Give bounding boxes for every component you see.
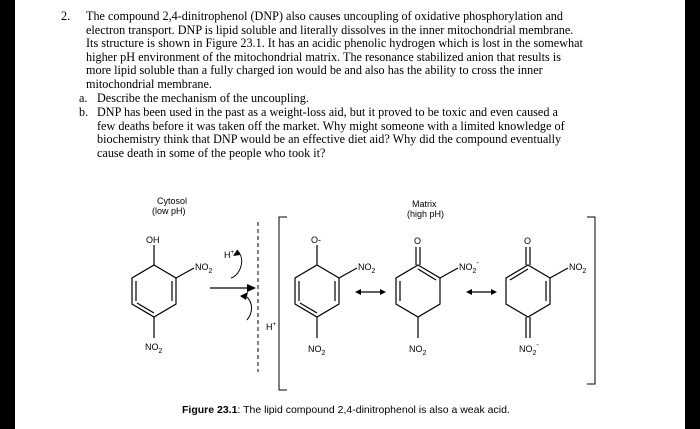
o-label: O [414,236,422,246]
intro-line: higher pH environment of the mitochondrial matrix. The resonance stabilized anion that results is [86,49,561,64]
intro-line: The compound 2,4-dinitrophenol (DNP) also causes uncoupling of oxidative phosphorylation and [86,9,563,23]
no2-label: $NO_2$ [569,262,587,275]
oh-label: OH [146,235,160,245]
phenolate-molecule [295,245,357,338]
dnp-molecule [132,245,194,338]
part-a-text: Describe the mechanism of the uncoupling. [97,91,309,105]
arrowhead [355,289,361,295]
part-b-line: DNP has been used in the past as a weight-loss aid, but it proved to be toxic and even caused a [97,105,558,119]
question-number: 2. [61,9,71,23]
o-label: O [524,236,532,246]
no2-label: $NO_2^-$ [519,342,539,357]
quinoid-resonance-2 [506,247,568,338]
left-bracket [279,217,287,390]
intro-line: more lipid soluble than a fully charged ion would be and also has the ability to cross the inner [86,63,543,78]
cytosol-label: Cytosol [157,196,188,206]
arrowhead [247,284,256,292]
o-minus-label: O- [311,235,321,245]
document-page [15,0,685,429]
right-bracket [587,217,595,384]
intro-line: electron transport. DNP is lipid soluble and literally dissolves in the inner mitochondrial membrane. [86,22,574,37]
no2-label: $NO_2$ [195,262,213,275]
part-b-label: b. [79,105,89,119]
no2-label: $NO_2$ [308,344,326,357]
caption-text: : The lipid compound 2,4-dinitrophenol is also a weak acid. [237,404,510,416]
part-b-line: biochemistry think that DNP would be an effective diet aid? Why did the compound eventually [97,132,562,147]
arrowhead [240,292,248,300]
no2-label: $NO_2^-$ [459,260,479,275]
proton-uptake-arrow [247,297,252,320]
arrowhead [466,289,472,295]
figure-23-1 [15,0,685,429]
h-plus-label: H+ [266,322,277,332]
cytosol-ph: (low pH) [152,206,186,216]
caption-title: Figure 23.1 [182,404,238,416]
no2-label: $NO_2$ [409,344,427,357]
matrix-ph: (high pH) [407,209,445,219]
arrowhead [491,289,497,295]
arrowhead [380,289,386,295]
intro-line: mitochondrial membrane. [86,76,212,91]
intro-line: Its structure is shown in Figure 23.1. It has an acidic phenolic hydrogen which is lost in the somewhat [86,36,583,51]
figure-caption [182,404,510,416]
part-b-line: few deaths before it was taken off the market. Why might someone with a limited knowledge of [97,118,565,133]
matrix-label: Matrix [412,199,437,209]
h-plus-label: H+ [224,250,235,260]
quinoid-resonance-1 [396,247,458,338]
part-a-label: a. [79,91,88,105]
no2-label: $NO_2$ [358,262,376,275]
no2-label: $NO_2$ [145,342,163,355]
part-b-line: cause death in some of the people who took it? [97,145,326,160]
